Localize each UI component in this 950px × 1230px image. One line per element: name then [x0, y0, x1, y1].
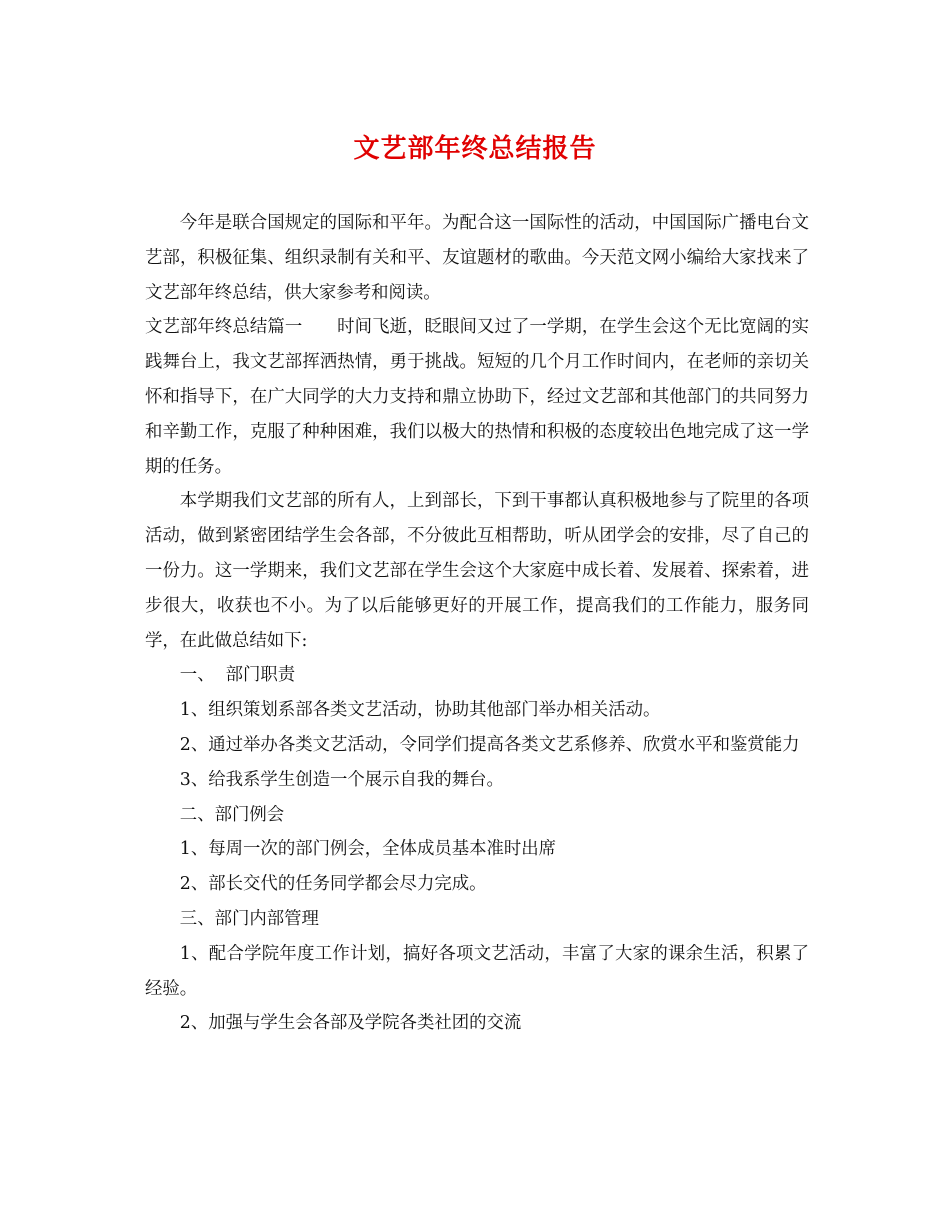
duty-item-1: 1、组织策划系部各类文艺活动，协助其他部门举办相关活动。 — [179, 700, 661, 721]
duty-item-3: 3、给我系学生创造一个展示自我的舞台。 — [179, 769, 504, 790]
management-item-2: 2、加强与学生会各部及学院各类社团的交流 — [179, 1013, 522, 1034]
heading-department-duties: 一、 部门职责 — [179, 665, 296, 686]
section-paragraph — [145, 310, 809, 484]
section-text: 时间飞逝，眨眼间又过了一学期，在学生会这个无比宽阔的实践舞台上，我文艺部挥洒热情，勇于挑战。短短的几个月工作时间内，在老师的亲切关怀和指导下，在广大同学的大力支持和鼎立协助下，经过文艺部和其他部门的共同努力和辛勤工作，克服了种种困难，我们以极大的热情和积极的态度较出色地完成了这一学期的任务。 — [145, 317, 809, 477]
meeting-item-2: 2、部长交代的任务同学都会尽力完成。 — [179, 874, 487, 895]
management-item-1: 1、配合学院年度工作计划，搞好各项文艺活动，丰富了大家的课余生活，积累了经验。 — [145, 943, 809, 999]
summary-paragraph: 本学期我们文艺部的所有人，上到部长，下到干事都认真积极地参与了院里的各项活动，做到紧密团结学生会各部，不分彼此互相帮助，听从团学会的安排，尽了自己的一份力。这一学期来，我们文艺部在学生会这个大家庭中成长着、发展着、探索着，进步很大，收获也不小。为了以后能够更好的开展工作，提高我们的工作能力，服务同学，在此做总结如下: — [145, 491, 809, 651]
heading-department-meetings: 二、部门例会 — [179, 804, 285, 825]
duty-item-2: 2、通过举办各类文艺活动，令同学们提高各类文艺系修养、欣赏水平和鉴赏能力 — [179, 734, 800, 755]
meeting-item-1: 1、每周一次的部门例会，全体成员基本准时出席 — [179, 839, 557, 860]
intro-paragraph: 今年是联合国规定的国际和平年。为配合这一国际性的活动，中国国际广播电台文艺部，积极征集、组织录制有关和平、友谊题材的歌曲。今天范文网小编给大家找来了文艺部年终总结，供大家参考和阅读。 — [145, 213, 809, 303]
section-label: 文艺部年终总结篇一 — [145, 317, 303, 338]
document-body — [145, 206, 809, 1041]
document-title: 文艺部年终总结报告 — [353, 134, 597, 164]
heading-internal-management: 三、部门内部管理 — [179, 908, 319, 929]
